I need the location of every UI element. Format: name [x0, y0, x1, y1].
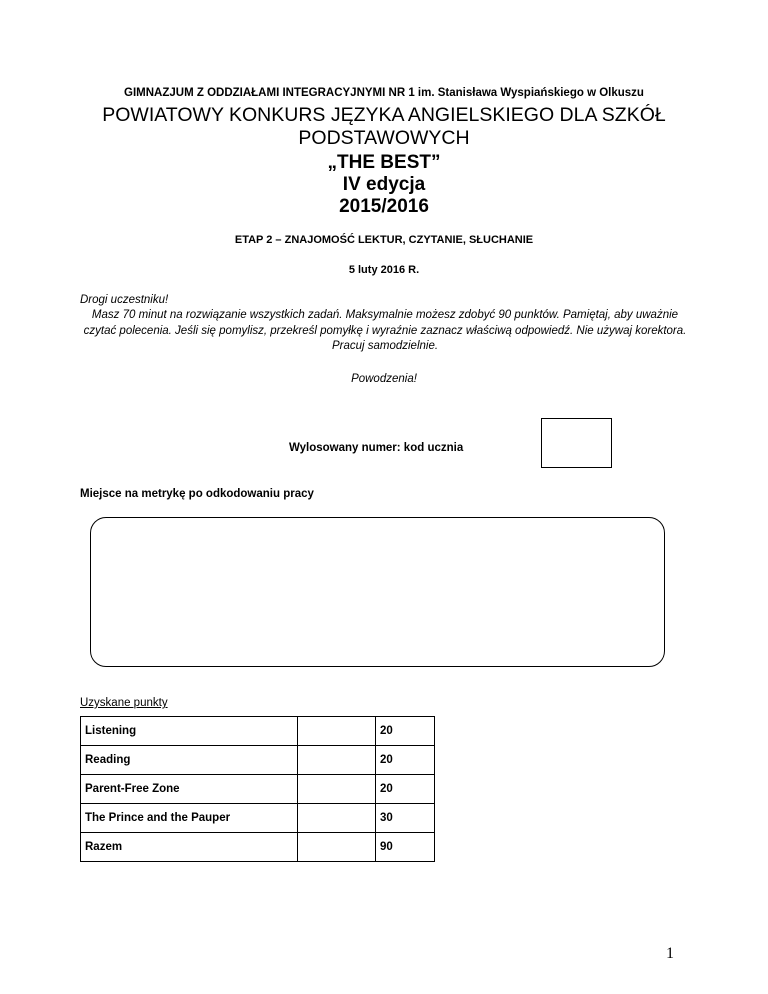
contest-title	[0, 104, 768, 150]
good-luck: Powodzenia!	[351, 373, 417, 385]
metric-box[interactable]	[90, 517, 665, 667]
contest-title-line-2: PODSTAWOWYCH	[298, 127, 470, 149]
table-row	[81, 775, 435, 804]
score-cell[interactable]	[298, 746, 376, 775]
table-row	[81, 717, 435, 746]
exam-date: 5 luty 2016 R.	[348, 264, 420, 276]
max-points: 90	[376, 833, 435, 862]
max-points: 20	[376, 717, 435, 746]
edition: IV edycja	[342, 174, 426, 195]
table-row	[81, 804, 435, 833]
section-name: Listening	[81, 717, 298, 746]
page-number: 1	[666, 945, 674, 962]
section-name: Parent-Free Zone	[81, 775, 298, 804]
score-cell[interactable]	[298, 775, 376, 804]
table-row	[81, 746, 435, 775]
score-cell[interactable]	[298, 804, 376, 833]
school-name: GIMNAZJUM Z ODDZIAŁAMI INTEGRACYJNYMI NR 1 im. Stanisława Wyspiańskiego w Olkuszu	[124, 87, 644, 99]
contest-title-line-1: POWIATOWY KONKURS JĘZYKA ANGIELSKIEGO DLA SZKÓŁ	[102, 104, 666, 126]
student-code-label: Wylosowany numer: kod ucznia	[289, 442, 464, 454]
points-label: Uzyskane punkty	[80, 697, 168, 709]
score-cell[interactable]	[298, 717, 376, 746]
section-name: Reading	[81, 746, 298, 775]
instructions-text: Masz 70 minut na rozwiązanie wszystkich zadań. Maksymalnie możesz zdobyć 90 punktów. Pamiętaj, aby uważnie czytać polecenia. Jeśli się pomylisz, przekreśl pomyłkę i wyraźnie zaznacz właściwą odpowiedź. Nie używaj korektora. Pracuj samodzielnie.	[83, 309, 687, 352]
metric-label: Miejsce na metrykę po odkodowaniu pracy	[80, 488, 314, 500]
max-points: 20	[376, 746, 435, 775]
scores-table	[80, 716, 435, 862]
section-name: The Prince and the Pauper	[81, 804, 298, 833]
max-points: 30	[376, 804, 435, 833]
section-name: Razem	[81, 833, 298, 862]
school-year: 2015/2016	[339, 196, 429, 217]
competition-name: „THE BEST”	[327, 152, 441, 173]
student-code-box[interactable]	[541, 418, 612, 468]
table-row	[81, 833, 435, 862]
instructions	[80, 293, 690, 354]
greeting: Drogi uczestniku!	[80, 294, 169, 306]
max-points: 20	[376, 775, 435, 804]
score-cell[interactable]	[298, 833, 376, 862]
stage-title: ETAP 2 – ZNAJOMOŚĆ LEKTUR, CZYTANIE, SŁUCHANIE	[234, 234, 534, 246]
